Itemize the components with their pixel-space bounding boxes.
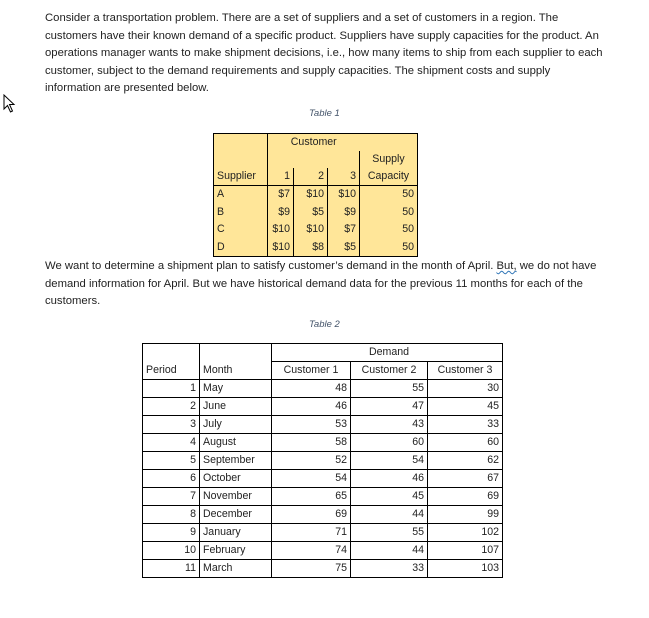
period-cell: 11 bbox=[143, 560, 200, 578]
demand-cell: 69 bbox=[272, 506, 351, 524]
mouse-pointer-icon bbox=[3, 94, 17, 114]
period-cell: 7 bbox=[143, 488, 200, 506]
demand-cell: 44 bbox=[351, 506, 428, 524]
blank-cell bbox=[268, 151, 294, 168]
demand-group-header: Demand bbox=[351, 344, 428, 362]
demand-cell: 47 bbox=[351, 398, 428, 416]
demand-cell: 54 bbox=[272, 470, 351, 488]
demand-cell: 53 bbox=[272, 416, 351, 434]
table-row bbox=[143, 542, 503, 560]
cost-cell: $5 bbox=[328, 239, 360, 257]
customer-col-3: 3 bbox=[328, 168, 360, 186]
cost-cell: $5 bbox=[294, 204, 328, 222]
table-row bbox=[143, 470, 503, 488]
cost-cell: $10 bbox=[328, 186, 360, 204]
month-cell: May bbox=[200, 380, 272, 398]
supply-cell: 50 bbox=[360, 221, 418, 239]
table-row bbox=[143, 488, 503, 506]
supply-cell: 50 bbox=[360, 204, 418, 222]
month-cell: July bbox=[200, 416, 272, 434]
table-row bbox=[143, 416, 503, 434]
customer-col-2: 2 bbox=[294, 168, 328, 186]
month-cell: October bbox=[200, 470, 272, 488]
demand-cell: 44 bbox=[351, 542, 428, 560]
supply-header-line1: Supply bbox=[360, 151, 418, 168]
cost-cell: $10 bbox=[294, 186, 328, 204]
period-cell: 8 bbox=[143, 506, 200, 524]
table2-caption: Table 2 bbox=[309, 319, 340, 330]
blank-cell bbox=[214, 151, 268, 168]
table-row bbox=[143, 380, 503, 398]
table-row bbox=[143, 452, 503, 470]
month-cell: March bbox=[200, 560, 272, 578]
month-cell: February bbox=[200, 542, 272, 560]
blank-cell bbox=[428, 344, 503, 362]
month-cell: June bbox=[200, 398, 272, 416]
table-row bbox=[143, 398, 503, 416]
demand-cell: 46 bbox=[272, 398, 351, 416]
month-cell: January bbox=[200, 524, 272, 542]
period-cell: 2 bbox=[143, 398, 200, 416]
demand-cell: 52 bbox=[272, 452, 351, 470]
period-cell: 4 bbox=[143, 434, 200, 452]
table-row bbox=[143, 506, 503, 524]
supply-cell: 50 bbox=[360, 186, 418, 204]
demand-cell: 60 bbox=[351, 434, 428, 452]
middle-text-1: We want to determine a shipment plan to satisfy customer’s demand in the month of April. bbox=[45, 260, 497, 272]
demand-cell: 33 bbox=[351, 560, 428, 578]
month-cell: December bbox=[200, 506, 272, 524]
demand-cell: 69 bbox=[428, 488, 503, 506]
customer2-header: Customer 2 bbox=[351, 362, 428, 380]
demand-cell: 55 bbox=[351, 380, 428, 398]
demand-rows bbox=[143, 380, 503, 578]
demand-cell: 103 bbox=[428, 560, 503, 578]
demand-cell: 30 bbox=[428, 380, 503, 398]
period-cell: 10 bbox=[143, 542, 200, 560]
cost-cell: $8 bbox=[294, 239, 328, 257]
supplier-header: Supplier bbox=[214, 168, 268, 186]
demand-history-table bbox=[142, 343, 503, 578]
blank-cell bbox=[143, 344, 200, 362]
period-cell: 3 bbox=[143, 416, 200, 434]
middle-text-2: we do not have demand information for April. But we have historical demand data for the previous 11 months for each of the customers. bbox=[45, 260, 597, 308]
cost-cell: $7 bbox=[268, 186, 294, 204]
supplier-label: C bbox=[214, 221, 268, 239]
supply-cell: 50 bbox=[360, 239, 418, 257]
supplier-label: A bbox=[214, 186, 268, 204]
demand-cell: 58 bbox=[272, 434, 351, 452]
middle-paragraph bbox=[45, 258, 605, 311]
demand-cell: 55 bbox=[351, 524, 428, 542]
demand-cell: 45 bbox=[428, 398, 503, 416]
grammar-flagged-word[interactable]: But, bbox=[496, 260, 517, 272]
demand-cell: 75 bbox=[272, 560, 351, 578]
demand-cell: 54 bbox=[351, 452, 428, 470]
month-cell: November bbox=[200, 488, 272, 506]
blank-cell bbox=[294, 151, 328, 168]
demand-cell: 65 bbox=[272, 488, 351, 506]
intro-paragraph: Consider a transportation problem. There are a set of suppliers and a set of customers in a region. The customers have their known demand of a specific product. Suppliers have supply capacities for the product. An operations manager wants to make shipment decisions, i.e., how many items to ship from each supplier to each customer, subject to the demand requirements and supply capacities. The shipment costs and supply information are presented below. bbox=[45, 12, 603, 95]
demand-cell: 60 bbox=[428, 434, 503, 452]
cost-cell: $9 bbox=[268, 204, 294, 222]
demand-cell: 107 bbox=[428, 542, 503, 560]
customer-group-header: Customer bbox=[268, 134, 360, 152]
period-cell: 9 bbox=[143, 524, 200, 542]
supply-header-line2: Capacity bbox=[360, 168, 418, 186]
month-header: Month bbox=[200, 362, 272, 380]
cost-cell: $9 bbox=[328, 204, 360, 222]
supplier-label: D bbox=[214, 239, 268, 257]
demand-cell: 71 bbox=[272, 524, 351, 542]
demand-cell: 99 bbox=[428, 506, 503, 524]
customer1-header: Customer 1 bbox=[272, 362, 351, 380]
cost-cell: $10 bbox=[294, 221, 328, 239]
table-row bbox=[143, 524, 503, 542]
cost-cell: $10 bbox=[268, 239, 294, 257]
demand-cell: 45 bbox=[351, 488, 428, 506]
demand-cell: 62 bbox=[428, 452, 503, 470]
demand-cell: 46 bbox=[351, 470, 428, 488]
demand-cell: 67 bbox=[428, 470, 503, 488]
table-row bbox=[143, 434, 503, 452]
blank-cell bbox=[214, 134, 268, 152]
blank-cell bbox=[360, 134, 418, 152]
demand-cell: 102 bbox=[428, 524, 503, 542]
cost-cell: $7 bbox=[328, 221, 360, 239]
cost-supply-table bbox=[213, 133, 418, 257]
customer3-header: Customer 3 bbox=[428, 362, 503, 380]
period-header: Period bbox=[143, 362, 200, 380]
blank-cell bbox=[328, 151, 360, 168]
customer-col-1: 1 bbox=[268, 168, 294, 186]
table-row bbox=[143, 560, 503, 578]
blank-cell bbox=[272, 344, 351, 362]
demand-cell: 74 bbox=[272, 542, 351, 560]
period-cell: 5 bbox=[143, 452, 200, 470]
period-cell: 1 bbox=[143, 380, 200, 398]
demand-cell: 43 bbox=[351, 416, 428, 434]
cost-cell: $10 bbox=[268, 221, 294, 239]
table1-caption: Table 1 bbox=[309, 108, 340, 119]
month-cell: August bbox=[200, 434, 272, 452]
month-cell: September bbox=[200, 452, 272, 470]
demand-cell: 33 bbox=[428, 416, 503, 434]
blank-cell bbox=[200, 344, 272, 362]
demand-cell: 48 bbox=[272, 380, 351, 398]
period-cell: 6 bbox=[143, 470, 200, 488]
supplier-label: B bbox=[214, 204, 268, 222]
